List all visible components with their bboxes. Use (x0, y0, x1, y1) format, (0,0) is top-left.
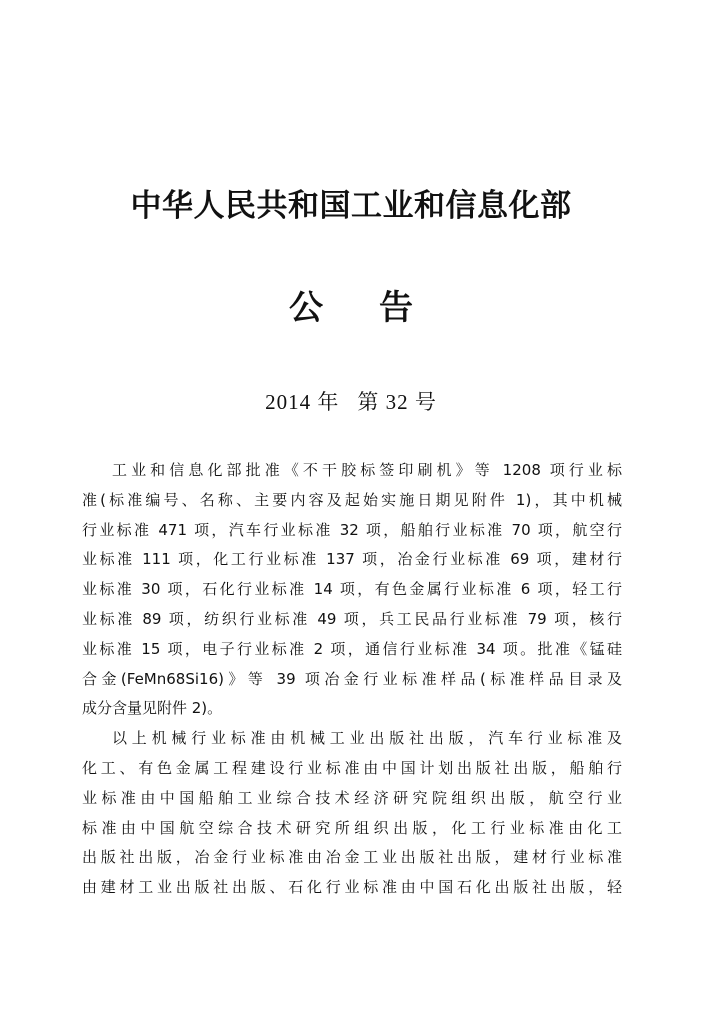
paragraph-line: 由建材工业出版社出版、石化行业标准由中国石化出版社出版，轻 (82, 878, 622, 897)
paragraph-line: 合金(FeMn68Si16)》等 39 项冶金行业标准样品(标准样品目录及 (82, 669, 622, 688)
paragraph-line: 业标准 30 项，石化行业标准 14 项，有色金属行业标准 6 项，轻工行 (82, 580, 622, 599)
paragraph-line: 成分含量见附件 2)。 (82, 699, 223, 718)
paragraph-line: 业标准 89 项，纺织行业标准 49 项，兵工民品行业标准 79 项，核行 (82, 609, 622, 628)
issue-number: 第 32 号 (357, 390, 437, 414)
issue-number-line (0, 388, 702, 416)
paragraph-1 (82, 456, 622, 724)
issuing-authority-title: 中华人民共和国工业和信息化部 (130, 188, 572, 224)
doc-type-char-1: 公 (289, 288, 323, 328)
paragraph-2 (82, 724, 622, 903)
paragraph-line: 业标准由中国船舶工业综合技术经济研究院组织出版，航空行业 (82, 788, 622, 807)
announcement-body (82, 456, 622, 903)
document-type-heading (0, 286, 702, 330)
paragraph-line: 标准由中国航空综合技术研究所组织出版，化工行业标准由化工 (82, 818, 622, 837)
paragraph-line: 业标准 15 项，电子行业标准 2 项，通信行业标准 34 项。批准《锰硅 (82, 639, 622, 658)
doc-type-char-2: 告 (379, 288, 413, 328)
paragraph-line: 行业标准 471 项，汽车行业标准 32 项，船舶行业标准 70 项，航空行 (82, 520, 622, 539)
paragraph-line: 准(标准编号、名称、主要内容及起始实施日期见附件 1)，其中机械 (82, 490, 622, 509)
issue-year: 2014 年 (265, 390, 340, 414)
paragraph-line: 化工、有色金属工程建设行业标准由中国计划出版社出版，船舶行 (82, 758, 622, 777)
paragraph-line: 业标准 111 项，化工行业标准 137 项，冶金行业标准 69 项，建材行 (82, 550, 622, 569)
paragraph-line: 工业和信息化部批准《不干胶标签印刷机》等 1208 项行业标 (112, 461, 622, 479)
paragraph-line: 出版社出版，冶金行业标准由冶金工业出版社出版，建材行业标准 (82, 848, 622, 867)
paragraph-line: 以上机械行业标准由机械工业出版社出版，汽车行业标准及 (112, 729, 622, 748)
